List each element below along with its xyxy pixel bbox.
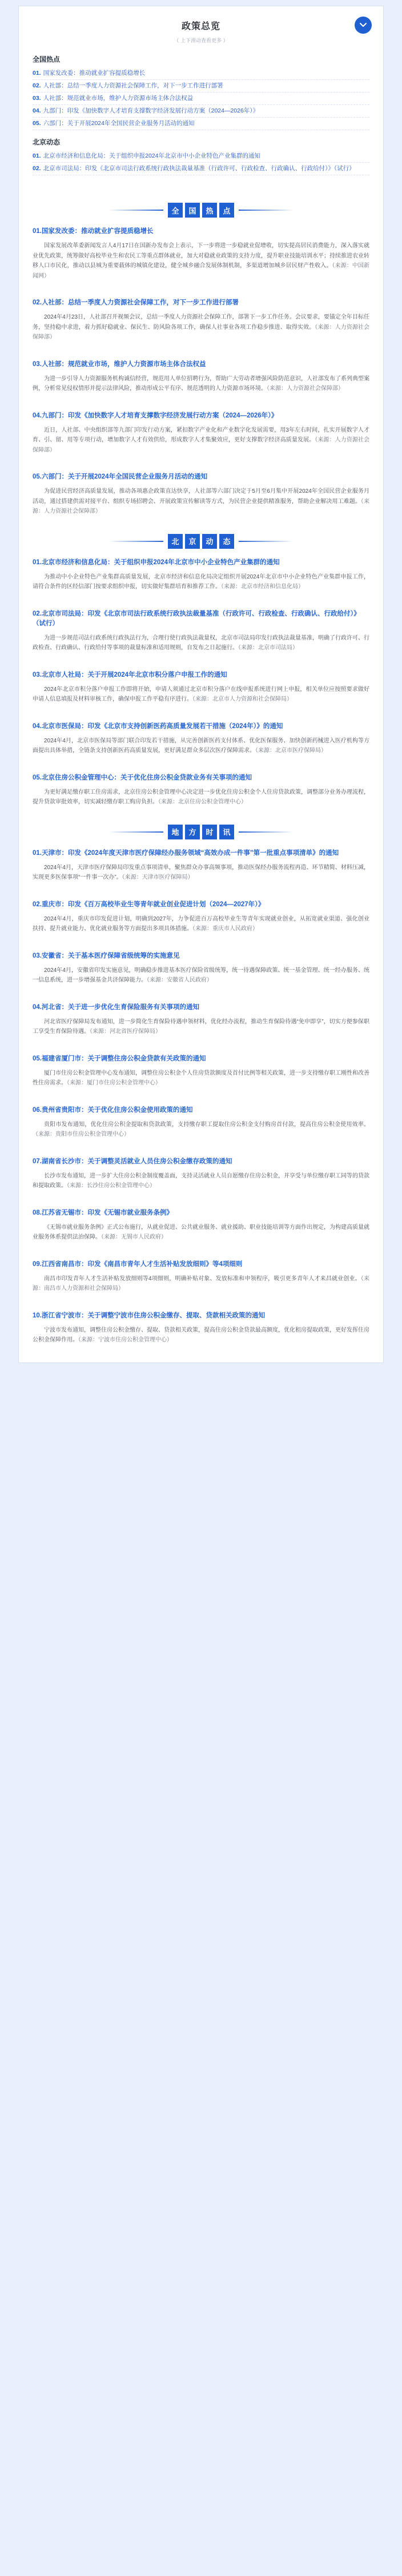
article-title[interactable]: 05.福建省厦门市：关于调整住房公积金贷款有关政策的通知: [33, 1055, 206, 1062]
article-text: 国家发展改革委新闻发言人4月17日在国新办发布会上表示，下一步将进一步稳就业促增收，切实提高居民消费能力，深入落实就业优先政策，统筹做好高校毕业生和农民工等重点群体就业，加大对稳就业政策的支持力度，提升职业技能培训水平；持续推进农业转移人口市民化，推动以县城为重要载体的城镇化建设，健全城乡融合发展体制机制，多渠道增加城乡居民财产性收入。: [33, 243, 369, 269]
article-source: （来源：人力资源社会保障部）: [267, 385, 344, 392]
article-body: [33, 966, 369, 986]
article-text: 近日，人社部、中央组织部等九部门印发行动方案，紧扣数字产业化和产业数字化发展需要，用3年左右时间，扎实开展数字人才育、引、留、用等专项行动，增加数字人才有效供给，形成数字人才集聚效应，更好支撑数字经济高质量发展。: [33, 427, 369, 443]
header: [19, 6, 383, 50]
article-body: [33, 1325, 369, 1345]
article-text: 2024年4月，天津市医疗保障局印发重点事项清单，聚焦群众办事高频事项，推动医保经办服务流程再造、环节精简、材料压减，实现更多医保事项“一件事一次办”。: [33, 864, 369, 881]
banner-char: 地: [168, 825, 183, 839]
toc-link[interactable]: [33, 118, 369, 130]
article-body: [33, 1017, 369, 1037]
banner-title: [168, 825, 234, 839]
article: [33, 298, 369, 343]
banner-char: 北: [168, 534, 183, 549]
article: [33, 849, 369, 883]
page-subtitle: （ 上下滑动查看更多 ）: [174, 38, 228, 43]
article: [33, 1054, 369, 1088]
toc-link[interactable]: [33, 163, 369, 175]
article-title[interactable]: 03.北京市人社局：关于开展2024年北京市积分落户申报工作的通知: [33, 671, 227, 678]
article-text: 2024年4月，北京市医保局等部门联合印发若干措施，从完善创新医药支付体系、优化医保服务、加快创新药械进入医疗机构等方面提出具体举措，全链条支持创新医药高质量发展，更好满足群众多层次医疗保障需求。: [33, 737, 369, 754]
section-local: [19, 849, 383, 1345]
article-source: （来源：天津市医疗保障局）: [122, 874, 194, 881]
article-title[interactable]: 03.人社部：规范就业市场，维护人力资源市场主体合法权益: [33, 360, 206, 368]
toc-link-number: 03.: [33, 95, 41, 102]
chevron-down-icon: [359, 21, 368, 30]
article-title[interactable]: 02.人社部：总结一季度人力资源社会保障工作，对下一步工作进行部署: [33, 299, 239, 306]
article: [33, 1106, 369, 1140]
article-source: （来源：北京市经济和信息化局）: [221, 584, 304, 590]
article-text: 2024年北京市积分落户申报工作即将开始，申请人须通过北京市积分落户在线申报系统进行网上申报，相关单位应按照要求做好申请人信息填报及材料审核工作，确保申报工作平稳有序进行。: [33, 686, 369, 702]
toc-heading-beijing: 北京动态: [33, 138, 61, 146]
toc-link-text: 六部门：关于开展2024年全国民营企业服务月活动的通知: [43, 120, 195, 127]
article: [33, 670, 369, 705]
banner-char: 动: [202, 534, 217, 549]
section-beijing: [19, 558, 383, 807]
article-title[interactable]: 04.河北省：关于进一步优化生育保险服务有关事项的通知: [33, 1003, 199, 1011]
article: [33, 951, 369, 986]
article-text: 2024年4月，重庆市印发促进计划，明确到2027年，力争促进百万高校毕业生等青年实现就业创业，从拓宽就业渠道、强化创业扶持、提升就业能力、优化就业服务等方面提出多项具体措施。: [33, 915, 369, 932]
article-body: [33, 572, 369, 592]
toc-link[interactable]: [33, 93, 369, 105]
article-source: （来源：安徽省人民政府）: [147, 977, 212, 983]
article: [33, 558, 369, 592]
toc-heading-national: 全国热点: [33, 55, 61, 63]
article-body: [33, 736, 369, 756]
article: [33, 1157, 369, 1191]
toc-link[interactable]: [33, 67, 369, 80]
collapse-toggle-button[interactable]: [355, 17, 372, 34]
article-body: [33, 787, 369, 807]
article-source: （来源：北京市人力资源和社会保障局）: [192, 696, 292, 702]
article-source: （来源：人力资源社会保障部）: [33, 498, 370, 515]
article-body: [33, 633, 369, 653]
banner-line-left: [108, 541, 163, 542]
banner-line-right: [239, 831, 294, 833]
toc-link-text: 北京市司法局：印发《北京市司法行政系统行政执法裁量基准（行政许可、行政检查、行政确认、行政给付）》（试行）: [43, 165, 355, 172]
toc-link-number: 01.: [33, 70, 41, 77]
article-source: （来源：无锡市人民政府）: [101, 1234, 167, 1240]
article: [33, 900, 369, 934]
article-text: 《无锡市就业服务条例》正式公布施行，从就业促进、公共就业服务、就业援助、职业技能培训等方面作出规定，为构建高质量就业服务体系提供法治保障。: [33, 1224, 369, 1240]
toc-link-number: 02.: [33, 82, 41, 89]
banner-line-right: [239, 210, 294, 211]
article-source: （来源：北京市司法局）: [238, 645, 298, 651]
article-body: [33, 1223, 369, 1243]
article: [33, 722, 369, 756]
article-text: 贵阳市发布通知，优化住房公积金提取和贷款政策，支持缴存职工提取住房公积金支付购房首付款，提高住房公积金使用效率。: [44, 1121, 369, 1128]
toc-link-text: 人社部：规范就业市场，维护人力资源市场主体合法权益: [43, 95, 194, 102]
section-banner-national: [19, 203, 383, 218]
article-source: （来源：中国新闻网）: [33, 263, 370, 279]
article-title[interactable]: 05.六部门：关于开展2024年全国民营企业服务月活动的通知: [33, 473, 208, 480]
policy-page: [18, 6, 384, 1363]
article-title[interactable]: 05.北京住房公积金管理中心：关于优化住房公积金贷款业务有关事项的通知: [33, 774, 252, 781]
article-source: （来源：河北省医疗保障局）: [90, 1028, 161, 1035]
table-of-contents: [19, 50, 383, 188]
page-title: 政策总览: [181, 22, 220, 31]
article: [33, 1260, 369, 1294]
article-title[interactable]: 02.北京市司法局：印发《北京市司法行政系统行政执法裁量基准（行政许可、行政检查、行政确认、行政给付）》（试行）: [33, 610, 360, 627]
article-text: 为促进民营经济高质量发展，推动各项惠企政策直达快享，人社部等六部门决定于5月至6月集中开展2024年全国民营企业服务月活动，通过搭建供需对接平台、组织专场招聘会、开展政策宣传解读等方式，为民营企业提供精准服务，帮助企业解决用工难题。: [33, 488, 369, 505]
article-source: （来源：人力资源社会保障部）: [33, 437, 370, 453]
toc-national: [33, 54, 369, 130]
article-source: （来源：人力资源社会保障部）: [33, 324, 370, 340]
article-title[interactable]: 02.重庆市：印发《百万高校毕业生等青年就业创业促进计划（2024—2027年）》: [33, 901, 265, 908]
article-title[interactable]: 01.国家发改委：推动就业扩容提质稳增长: [33, 228, 154, 235]
article: [33, 1003, 369, 1037]
toc-link-number: 01.: [33, 152, 41, 159]
toc-link-text: 人社部：总结一季度人力资源社会保障工作，对下一步工作进行部署: [43, 82, 223, 89]
article-source: （来源：宁波市住房公积金管理中心）: [78, 1337, 172, 1343]
article-body: [33, 487, 369, 517]
toc-link[interactable]: [33, 80, 369, 93]
article-body: [33, 1120, 369, 1140]
article-text: 为推动中小企业特色产业集群高质量发展，北京市经济和信息化局决定组织开展2024年北京市中小企业特色产业集群申报工作，请符合条件的区经信部门按要求组织申报，切实做好集群培育和推荐工作。: [33, 573, 369, 590]
article-source: （来源：厦门市住房公积金管理中心）: [67, 1080, 161, 1086]
article-text: 厦门市住房公积金管理中心发布通知，调整住房公积金个人住房贷款额度及首付比例等相关政策，进一步支持缴存职工刚性和改善性住房需求。: [33, 1070, 369, 1086]
section-banner-beijing: [19, 534, 383, 549]
toc-link-number: 05.: [33, 120, 41, 127]
article-body: [33, 312, 369, 343]
banner-title: [168, 203, 234, 218]
banner-line-left: [108, 210, 163, 211]
banner-line-right: [239, 541, 294, 542]
article-body: [33, 1274, 369, 1294]
toc-beijing: [33, 137, 369, 175]
banner-char: 时: [202, 825, 217, 839]
article-body: [33, 425, 369, 456]
toc-link-number: 04.: [33, 107, 41, 114]
banner-char: 京: [185, 534, 200, 549]
article-text: 河北省医疗保障局发布通知，进一步简化生育保险待遇申领材料，优化经办流程，推动生育保险待遇“免申即享”，切实方便参保职工享受生育保险待遇。: [33, 1018, 369, 1035]
article: [33, 773, 369, 807]
article-body: [33, 685, 369, 705]
article: [33, 411, 369, 456]
article: [33, 1311, 369, 1345]
article-title[interactable]: 03.安徽省：关于基本医疗保障省级统筹的实施意见: [33, 952, 180, 959]
toc-link-text: 国家发改委：推动就业扩容提质稳增长: [43, 70, 146, 77]
article-body: [33, 374, 369, 394]
toc-link[interactable]: [33, 150, 369, 163]
article-source: （来源：贵阳市住房公积金管理中心）: [33, 1131, 130, 1138]
toc-link-text: 九部门：印发《加快数字人才培育支撑数字经济发展行动方案（2024—2026年）》: [43, 107, 259, 114]
toc-link[interactable]: [33, 105, 369, 118]
article: [33, 609, 369, 653]
article-text: 2024年4月23日，人社部召开视频会议，总结一季度人力资源社会保障工作，部署下一步工作任务。会议要求，要锚定全年目标任务，坚持稳中求进，着力抓好稳就业、保民生、防风险各项工作，确保人社事业各项工作稳步推进、取得实效。: [33, 314, 369, 331]
article-title[interactable]: 04.北京市医保局：印发《北京市支持创新医药高质量发展若干措施（2024年）》的通知: [33, 722, 283, 730]
article-title[interactable]: 09.江西省南昌市：印发《南昌市青年人才生活补贴发放细则》等4项细则: [33, 1260, 243, 1268]
banner-char: 方: [185, 825, 200, 839]
article-title[interactable]: 07.湖南省长沙市：关于调整灵活就业人员住房公积金缴存政策的通知: [33, 1158, 232, 1165]
article-title[interactable]: 10.浙江省宁波市：关于调整宁波市住房公积金缴存、提取、贷款相关政策的通知: [33, 1312, 265, 1319]
article-title[interactable]: 06.贵州省贵阳市：关于优化住房公积金使用政策的通知: [33, 1106, 193, 1114]
article-title[interactable]: 01.北京市经济和信息化局：关于组织申报2024年北京市中小企业特色产业集群的通知: [33, 558, 280, 566]
article-body: [33, 1068, 369, 1088]
article: [33, 1208, 369, 1243]
article-body: [33, 1171, 369, 1191]
article-body: [33, 241, 369, 281]
banner-char: 国: [185, 203, 200, 218]
article-title[interactable]: 08.江苏省无锡市：印发《无锡市就业服务条例》: [33, 1209, 173, 1216]
article-text: 南昌市印发青年人才生活补贴发放细则等4项细则，明确补贴对象、发放标准和申领程序，吸引更多青年人才来昌就业创业。: [44, 1275, 361, 1282]
article-text: 为更好满足缴存职工住房需求，北京住房公积金管理中心决定进一步优化住房公积金个人住房贷款政策，调整部分业务办理流程，提升贷款审批效率，切实减轻缴存职工购房负担。: [33, 789, 369, 805]
article-source: （来源：北京市医疗保障局）: [255, 748, 327, 754]
article-text: 长沙市发布通知，进一步扩大住房公积金制度覆盖面，支持灵活就业人员自愿缴存住房公积金，并享受与单位缴存职工同等的贷款和提取政策。: [33, 1172, 369, 1189]
article: [33, 227, 369, 281]
article-source: （来源：南昌市人力资源和社会保障局）: [33, 1275, 370, 1292]
article-text: 为进一步引导人力资源服务机构诚信经营，规范用人单位招聘行为，帮助广大劳动者增强风险防范意识，人社部发布了系列典型案例，分析常见侵权情形并提示法律风险，推动形成公平有序、规范透明的人力资源市场环境。: [33, 375, 369, 392]
article-title[interactable]: 01.天津市：印发《2024年度天津市医疗保障经办服务领域“高效办成一件事”第一批重点事项清单》的通知: [33, 849, 339, 857]
article: [33, 472, 369, 517]
banner-char: 全: [168, 203, 183, 218]
article-text: 2024年4月，安徽省印发实施意见，明确稳步推进基本医疗保险省级统筹，统一待遇保障政策、统一基金管理、统一经办服务、统一信息系统，进一步增强基金共济保障能力。: [33, 967, 369, 983]
section-banner-local: [19, 825, 383, 839]
article-text: 宁波市发布通知，调整住房公积金缴存、提取、贷款相关政策，提高住房公积金贷款最高额度，优化租房提取政策，更好发挥住房公积金保障作用。: [33, 1327, 369, 1343]
article-body: [33, 863, 369, 883]
toc-link-text: 北京市经济和信息化局：关于组织申报2024年北京市中小企业特色产业集群的通知: [43, 152, 260, 159]
banner-char: 讯: [219, 825, 234, 839]
banner-char: 态: [219, 534, 234, 549]
toc-link-number: 02.: [33, 165, 41, 172]
banner-char: 点: [219, 203, 234, 218]
article-source: （来源：北京住房公积金管理中心）: [158, 799, 247, 805]
article: [33, 360, 369, 394]
article-text: 为进一步规范司法行政系统行政执法行为，合理行使行政执法裁量权，北京市司法局印发行政执法裁量基准，明确了行政许可、行政检查、行政确认、行政给付等事项的裁量标准和适用规则，自发布之日起施行。: [33, 634, 369, 651]
article-source: （来源：重庆市人民政府）: [192, 926, 258, 932]
banner-char: 热: [202, 203, 217, 218]
banner-title: [168, 534, 234, 549]
article-title[interactable]: 04.九部门：印发《加快数字人才培育支撑数字经济发展行动方案（2024—2026年）》: [33, 412, 278, 419]
banner-line-left: [108, 831, 163, 833]
article-source: （来源：长沙住房公积金管理中心）: [67, 1183, 155, 1189]
section-national: [19, 227, 383, 517]
article-body: [33, 914, 369, 934]
